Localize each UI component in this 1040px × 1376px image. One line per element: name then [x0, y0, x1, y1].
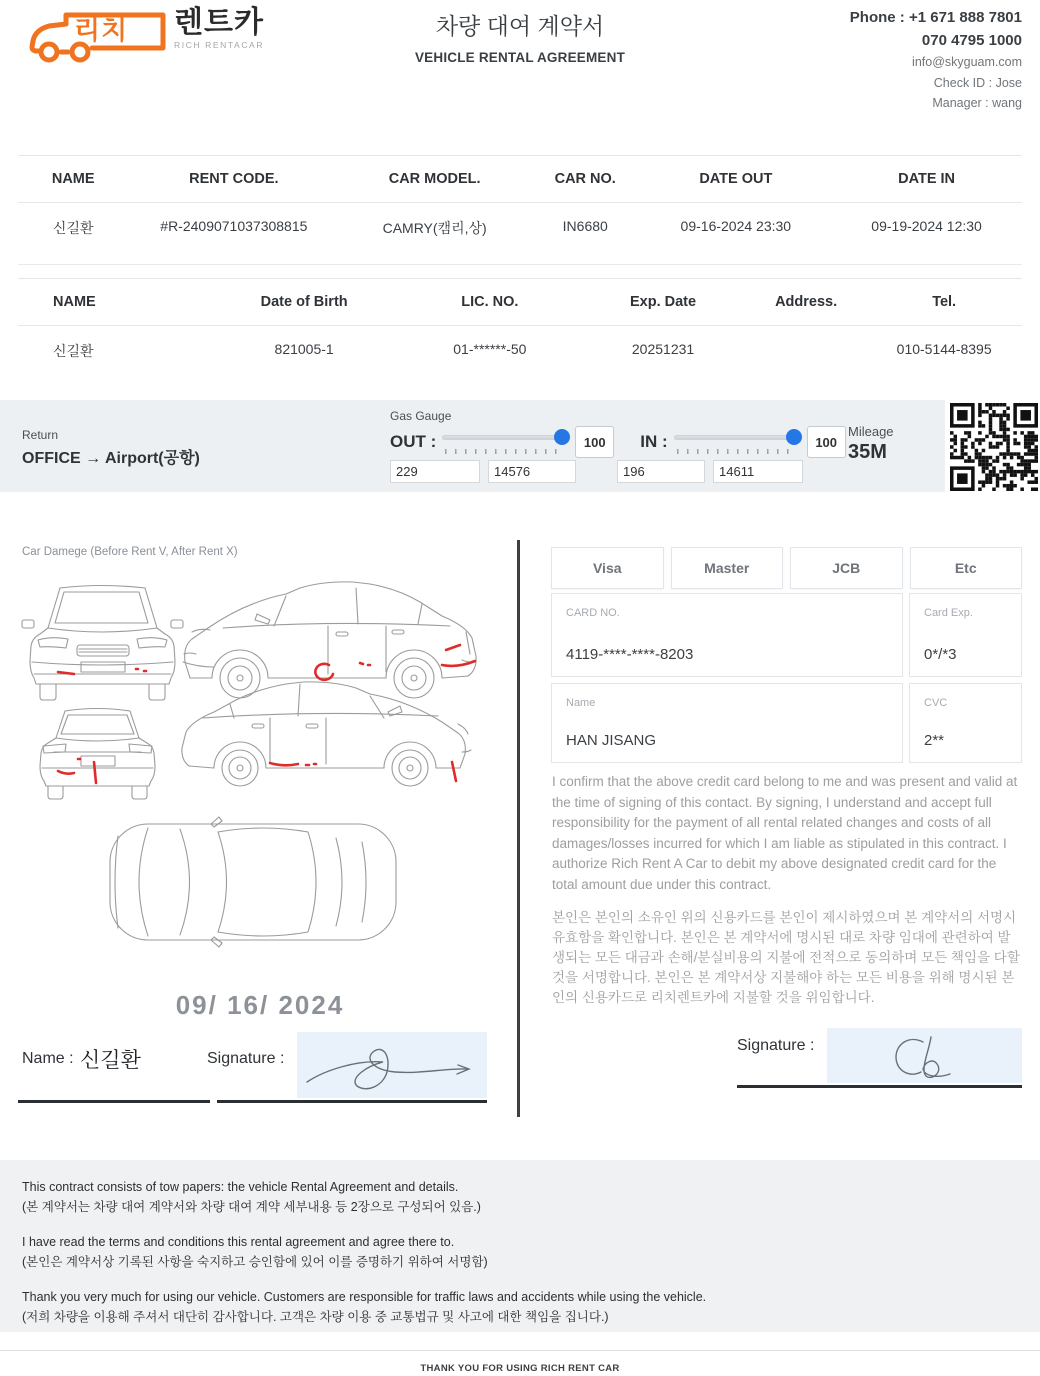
logo-subtitle: RICH RENTACAR [174, 40, 265, 50]
in-odometer-field-2[interactable] [713, 460, 803, 483]
renter-name: 신길환 [52, 220, 94, 236]
date-of-birth: 821005-1 [274, 341, 334, 357]
gas-in-value[interactable]: 100 [807, 426, 846, 458]
table-header-cell: Date of Birth [260, 294, 348, 310]
card-expiry-value: 0*/*3 [924, 646, 957, 663]
company-logo [18, 8, 264, 66]
renter-name-value: 신길환 [80, 1049, 141, 1072]
return-label: Return [22, 428, 59, 442]
term-korean: (본인은 계약서상 기록된 사항을 숙지하고 승인함에 있어 이를 증명하기 위하여 서명함) [22, 1255, 488, 1269]
table-header-cell: CAR NO. [554, 171, 616, 187]
tab-jcb[interactable]: JCB [790, 547, 903, 589]
card-holder-label: Name [566, 697, 596, 709]
gas-out-label: OUT : [390, 432, 437, 451]
status-band [0, 400, 945, 492]
document-title-english: VEHICLE RENTAL AGREEMENT [414, 50, 626, 65]
logo-korean-dark: 렌트카 [174, 6, 264, 39]
term-korean: (본 계약서는 차량 대여 계약서와 차량 대여 계약 세부내용 등 2장으로 구성되어 있음.) [22, 1200, 481, 1214]
card-signature-label: Signature : [737, 1037, 815, 1054]
slider-track [674, 435, 800, 440]
slider-ticks [677, 449, 797, 454]
manager-name: Manager : wang [932, 96, 1022, 110]
out-odometer-field-2[interactable] [488, 460, 576, 483]
table-header-cell: Tel. [932, 294, 957, 310]
table-header-cell: CAR MODEL. [388, 171, 481, 187]
rental-info-table [18, 155, 1022, 265]
truck-logo-icon [18, 8, 170, 66]
address [746, 326, 866, 387]
gas-out-value[interactable]: 100 [575, 426, 614, 458]
gas-in-slider[interactable] [674, 429, 800, 455]
contract-date: 09/ 16/ 2024 [175, 990, 345, 1020]
phone-number-1: Phone : +1 671 888 7801 [849, 9, 1022, 26]
card-expiry-label: Card Exp. [924, 607, 973, 619]
table-header-cell: NAME [53, 294, 96, 310]
payment-section [551, 540, 1022, 1117]
table-header-cell: DATE IN [898, 171, 956, 187]
telephone: 010-5144-8395 [896, 341, 992, 357]
signature-label: Signature : [207, 1050, 285, 1067]
terms-section [0, 1160, 1040, 1332]
page-header [18, 6, 1022, 126]
confirmation-text-korean: 본인은 본인의 소유인 위의 신용카드를 본인이 제시하였으며 본 계약서의 서명시 유효함을 확인합니다. 본인은 본 계약서에 명시된 대로 차량 임대에 관련하여 발생되는 모든 대금과 손해/분실비용의 지불에 전적으로 동의하며 모든 책임을 다할 것을 서명합니다. 본인은 본 계약서상 지불해야 하는 모든 비용을 위해 명시된 본인의 신용카드로 리치렌트카에 지불할 것을 위임합니다. [552, 910, 1020, 1005]
table-row [18, 203, 1022, 265]
gas-out-slider[interactable] [442, 429, 568, 455]
tab-visa[interactable]: Visa [551, 547, 664, 589]
out-odometer-field-1[interactable] [390, 460, 480, 483]
term-korean: (저희 차량을 이용해 주셔서 대단히 감사합니다. 고객은 차량 이용 중 교통법규 및 사고에 대한 책임을 집니다.) [22, 1310, 609, 1324]
card-number-label: CARD NO. [566, 607, 620, 619]
table-header-cell: LIC. NO. [461, 294, 519, 310]
card-number-value: 4119-****-****-8203 [566, 646, 694, 663]
table-header-cell: Address. [775, 294, 838, 310]
confirmation-text-english: I confirm that the above credit card belong to me and was present and valid at the time of signing of this contact. By signing, I understand and accept full responsibility for the payment of all rental related changes and costs of all damages/losses incurred for which I am liable as stipulated in this contract. I authorize Rich Rent A Car to debit my above designated credit card for the total amount due under this contract. [552, 774, 1018, 892]
table-row [18, 326, 1022, 387]
check-id: Check ID : Jose [933, 75, 1022, 90]
term-english: I have read the terms and conditions this rental agreement and agree there to. [22, 1235, 455, 1249]
renter-signature-pad[interactable] [297, 1032, 487, 1098]
car-damage-diagram[interactable] [18, 566, 502, 966]
driver-info-table [18, 278, 1022, 387]
name-label: Name : [22, 1050, 74, 1067]
card-cvc-label: CVC [924, 697, 948, 709]
term-english: This contract consists of tow papers: the vehicle Rental Agreement and details. [22, 1180, 459, 1194]
car-model: CAMRY(캠리,상) [382, 220, 487, 236]
table-header-row [18, 155, 1022, 203]
card-expiry-cell [909, 593, 1022, 677]
return-route: OFFICE → Airport(공항) [22, 450, 200, 467]
card-cvc-cell [909, 683, 1022, 763]
card-signature-pad[interactable] [827, 1028, 1022, 1083]
phone-number-2: 070 4795 1000 [921, 32, 1022, 49]
email-address: info@skyguam.com [912, 55, 1022, 69]
gas-gauge-label: Gas Gauge [390, 409, 452, 423]
gas-in-label: IN : [640, 432, 668, 451]
table-header-cell: NAME [51, 171, 95, 187]
slider-track [442, 435, 568, 440]
in-odometer-field-1[interactable] [617, 460, 705, 483]
footer-text: THANK YOU FOR USING RICH RENT CAR [420, 1363, 620, 1374]
rent-code: #R-2409071037308815 [160, 218, 308, 234]
table-header-row [18, 278, 1022, 326]
card-type-tabs [551, 547, 1022, 589]
car-number: IN6680 [562, 218, 608, 234]
license-expiry: 20251231 [631, 341, 695, 357]
tab-etc[interactable]: Etc [910, 547, 1023, 589]
logo-korean-orange: 리치 [74, 15, 129, 45]
tab-master[interactable]: Master [671, 547, 784, 589]
signature-underline [217, 1100, 487, 1103]
date-in: 09-19-2024 12:30 [871, 218, 982, 234]
table-header-cell: DATE OUT [699, 171, 773, 187]
card-number-cell [551, 593, 903, 677]
card-holder-cell [551, 683, 903, 763]
car-damage-label: Car Damege (Before Rent V, After Rent X) [22, 546, 238, 558]
slider-thumb[interactable] [786, 429, 802, 445]
column-divider [517, 540, 520, 1117]
slider-thumb[interactable] [554, 429, 570, 445]
slider-ticks [445, 449, 565, 454]
contact-info [850, 6, 1022, 114]
car-damage-section [18, 540, 502, 1117]
date-out: 09-16-2024 23:30 [680, 218, 792, 234]
table-header-cell: RENT CODE. [189, 171, 279, 187]
mileage-label: Mileage [848, 424, 894, 439]
card-holder-value: HAN JISANG [566, 732, 657, 749]
card-cvc-value: 2** [924, 732, 945, 749]
qr-code [950, 403, 1038, 491]
card-signature-underline [737, 1085, 1022, 1088]
term-english: Thank you very much for using our vehicle. Customers are responsible for traffic laws and accidents while using the vehicle. [22, 1290, 707, 1304]
name-underline [18, 1100, 210, 1103]
page-footer [0, 1350, 1040, 1374]
driver-name: 신길환 [53, 343, 94, 359]
mileage-value: 35M [848, 441, 887, 463]
document-title-korean: 차량 대여 계약서 [435, 13, 605, 39]
table-header-cell: Exp. Date [630, 294, 697, 310]
license-number: 01-******-50 [453, 341, 527, 357]
